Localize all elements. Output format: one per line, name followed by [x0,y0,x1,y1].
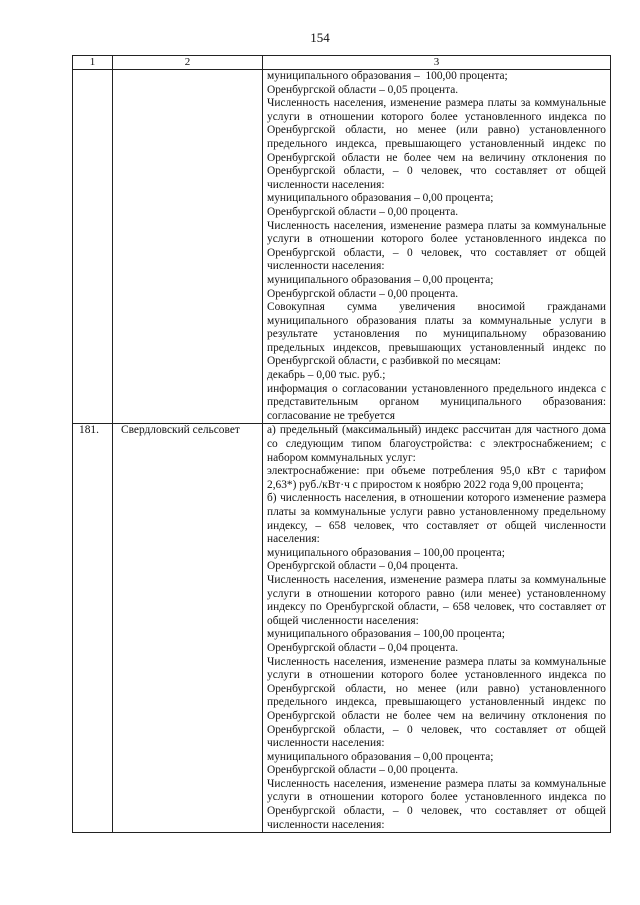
description-paragraph: муниципального образования – 0,00 процента; [267,192,494,205]
description-paragraph: муниципального образования – 0,00 процента; [267,750,494,763]
description-paragraph: Оренбургской области – 0,04 процента. [267,641,459,654]
description-paragraph: Оренбургской области – 0,00 процента. [267,764,459,777]
description-paragraph: муниципального образования – 100,00 процента; [267,70,508,82]
row-number [73,70,113,424]
table-row [73,424,611,833]
column-header-1: 1 [73,56,113,70]
description-paragraph: информация о согласовании установленного предельного индекса с представительным органом муниципального образования: согласование не требуется [267,382,609,422]
description-paragraph: декабрь – 0,00 тыс. руб.; [267,369,386,382]
description-paragraph: Оренбургской области – 0,05 процента. [267,83,459,96]
description-paragraph: Оренбургской области – 0,00 процента. [267,205,459,218]
row-number: 181. [73,424,113,833]
municipality-name [113,70,263,424]
description-paragraph: Численность населения, изменение размера платы за коммунальные услуги в отношении которого более установленного индекса по Оренбургской области, – 0 человек, что составляет от общей численности населения: [267,777,609,831]
description-paragraph: Численность населения, изменение размера платы за коммунальные услуги в отношении которого более установленного индекса по Оренбургской области, – 0 человек, что составляет от общей численности населения: [267,219,609,273]
page-number: 154 [310,30,330,45]
description-paragraph: Численность населения, изменение размера платы за коммунальные услуги в отношении которого равно (или менее) установленному индексу по Оренбургской области, – 658 человек, что составляет от общей численности населения: [267,573,609,627]
column-header-3: 3 [263,56,611,70]
data-table [72,55,611,833]
description-paragraph: Численность населения, изменение размера платы за коммунальные услуги в отношении которого более установленного индекса по Оренбургской области, но менее (или равно) установленного предельного индекса, превышающего установленный индекс по Оренбургской области не более чем на величину отклонения по Оренбургской области, – 0 человек, что составляет от общей численности населения: [267,97,609,191]
description-paragraph: Оренбургской области – 0,00 процента. [267,287,459,300]
description-paragraph: Численность населения, изменение размера платы за коммунальные услуги в отношении которого более установленного индекса по Оренбургской области, но менее (или равно) установленного предельного индекса, превышающего установленный индекс по Оренбургской области не более чем на величину отклонения по Оренбургской области, – 0 человек, что составляет от общей численности населения: [267,655,609,750]
description-paragraph: Совокупная сумма увеличения вносимой гражданами муниципального образования платы за коммунальные услуги в результате установления по муниципальному образованию предельных индексов, превышающих установленный индекс по Оренбургской области, с разбивкой по месяцам: [267,301,609,368]
description-paragraph: электроснабжение: при объеме потребления 95,0 кВт с тарифом 2,63*) руб./кВт·ч с приростом к ноябрю 2022 года 9,00 процента; [267,465,609,491]
description-paragraph: муниципального образования – 100,00 процента; [267,546,505,559]
description-paragraph: муниципального образования – 0,00 процента; [267,273,494,286]
description-paragraph: а) предельный (максимальный) индекс рассчитан для частного дома со следующим типом благоустройства: с электроснабжением; с набором коммунальных услуг: [267,424,609,464]
description-paragraph: Оренбургской области – 0,04 процента. [267,560,459,573]
table-header-row [73,56,611,70]
municipality-name: Свердловский сельсовет [113,424,263,833]
description-paragraph: муниципального образования – 100,00 процента; [267,628,505,641]
description-paragraph: б) численность населения, в отношении которого изменение размера платы за коммунальные услуги равно установленному предельному индексу, – 658 человек, что составляет от общей численности населения: [267,492,609,546]
table-row [73,70,611,424]
description-cell [263,424,611,833]
column-header-2: 2 [113,56,263,70]
description-cell [263,70,611,424]
